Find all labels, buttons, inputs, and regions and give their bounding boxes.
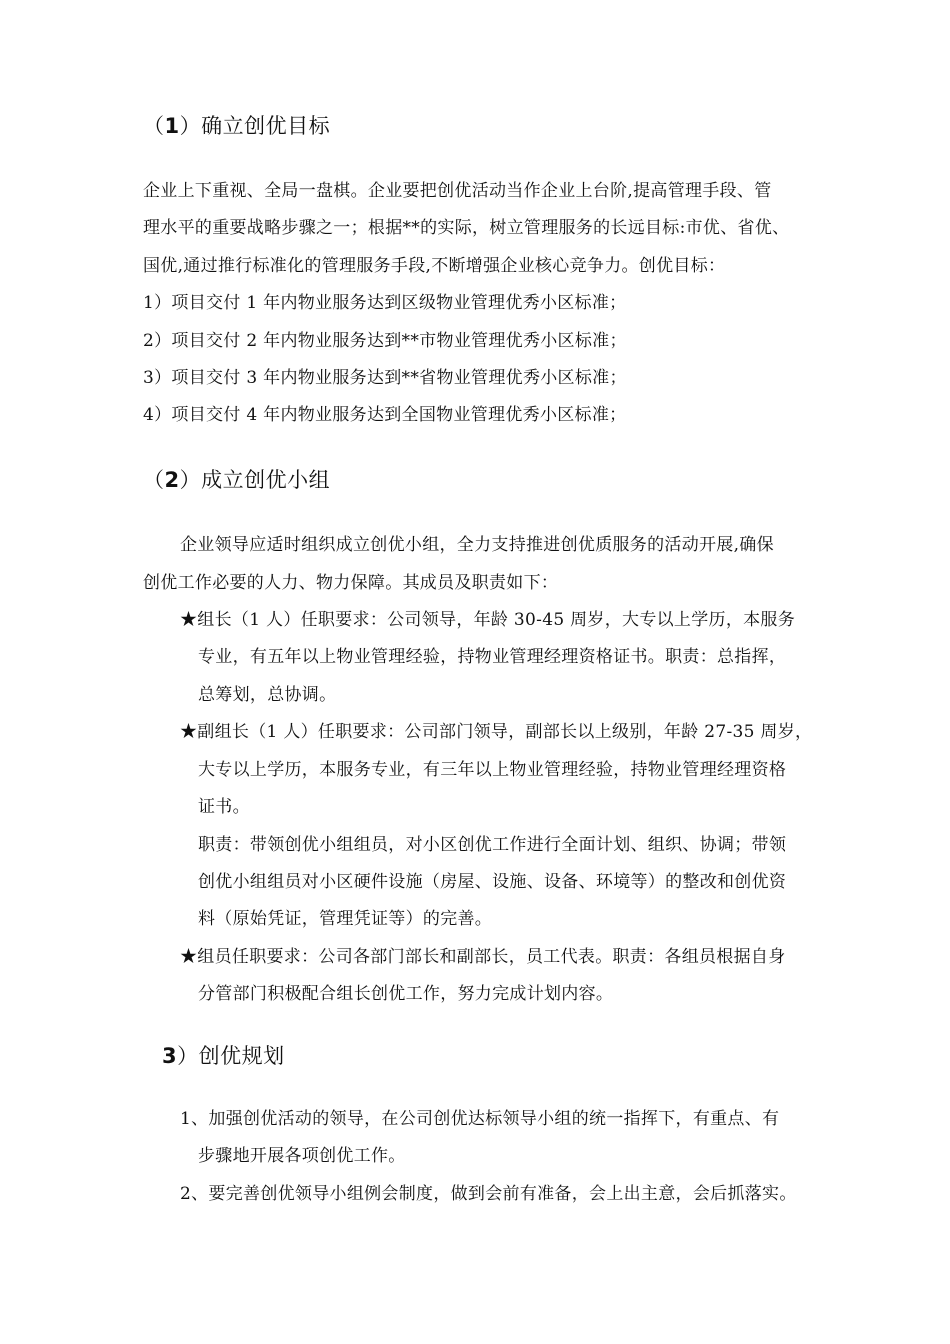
section-2-para-line-2: 创优工作必要的人力、物力保障。其成员及职责如下： — [143, 573, 559, 593]
goal-item-3: 3）项目交付 3 年内物业服务达到**省物业管理优秀小区标准； — [143, 368, 627, 388]
member-line-2: 分管部门积极配合组长创优工作，努力完成计划内容。 — [198, 984, 614, 1004]
section-1-para-line-1: 企业上下重视、全局一盘棋。企业要把创优活动当作企业上台阶,提高管理手段、管 — [143, 181, 772, 201]
duty-line-2: 创优小组组员对小区硬件设施（房屋、设施、设备、环境等）的整改和创优资 — [198, 872, 787, 892]
section-1-heading-number: 1 — [164, 114, 180, 138]
plan-item-1-line-1: 1、加强创优活动的领导，在公司创优达标领导小组的统一指挥下，有重点、有 — [180, 1109, 780, 1129]
goal-item-1: 1）项目交付 1 年内物业服务达到区级物业管理优秀小区标准； — [143, 293, 627, 313]
deputy-line-2: 大专以上学历，本服务专业，有三年以上物业管理经验，持物业管理经理资格 — [198, 760, 787, 780]
section-2-heading-number: 2 — [164, 468, 180, 492]
duty-line-3: 料（原始凭证，管理凭证等）的完善。 — [198, 909, 493, 929]
section-1-para-line-2: 理水平的重要战略步骤之一；根据**的实际，树立管理服务的长远目标:市优、省优、 — [143, 218, 790, 238]
goal-item-2: 2）项目交付 2 年内物业服务达到**市物业管理优秀小区标准； — [143, 331, 627, 351]
section-3-heading-text: ）创优规划 — [177, 1044, 285, 1068]
leader-line-3: 总筹划，总协调。 — [198, 685, 337, 705]
plan-item-2-line-1: 2、要完善创优领导小组例会制度，做到会前有准备，会上出主意，会后抓落实。 — [180, 1184, 797, 1204]
section-1-heading-text: ）确立创优目标 — [179, 114, 331, 138]
section-2-heading-text: ）成立创优小组 — [179, 468, 331, 492]
goal-item-4: 4）项目交付 4 年内物业服务达到全国物业管理优秀小区标准； — [143, 405, 627, 425]
section-3-heading — [162, 1042, 285, 1070]
deputy-line-3: 证书。 — [198, 797, 250, 817]
leader-line-1: ★组长（1 人）任职要求：公司领导，年龄 30-45 周岁，大专以上学历，本服务 — [180, 610, 796, 630]
plan-item-1-line-2: 步骤地开展各项创优工作。 — [198, 1146, 406, 1166]
leader-line-2: 专业，有五年以上物业管理经验，持物业管理经理资格证书。职责：总指挥， — [198, 647, 787, 667]
section-2-para-line-1: 企业领导应适时组织成立创优小组，全力支持推进创优质服务的活动开展,确保 — [180, 535, 774, 555]
section-1-heading: （1）确立创优目标 — [143, 114, 331, 138]
section-3-heading-number: 3 — [162, 1044, 178, 1068]
member-line-1: ★组员任职要求：公司各部门部长和副部长，员工代表。职责：各组员根据自身 — [180, 947, 786, 967]
section-2-heading: （2）成立创优小组 — [143, 468, 331, 492]
section-1-para-line-3: 国优,通过推行标准化的管理服务手段,不断增强企业核心竞争力。创优目标： — [143, 256, 726, 276]
deputy-line-1: ★副组长（1 人）任职要求：公司部门领导，副部长以上级别，年龄 27-35 周岁， — [180, 722, 813, 742]
duty-line-1: 职责：带领创优小组组员，对小区创优工作进行全面计划、组织、协调；带领 — [198, 835, 787, 855]
